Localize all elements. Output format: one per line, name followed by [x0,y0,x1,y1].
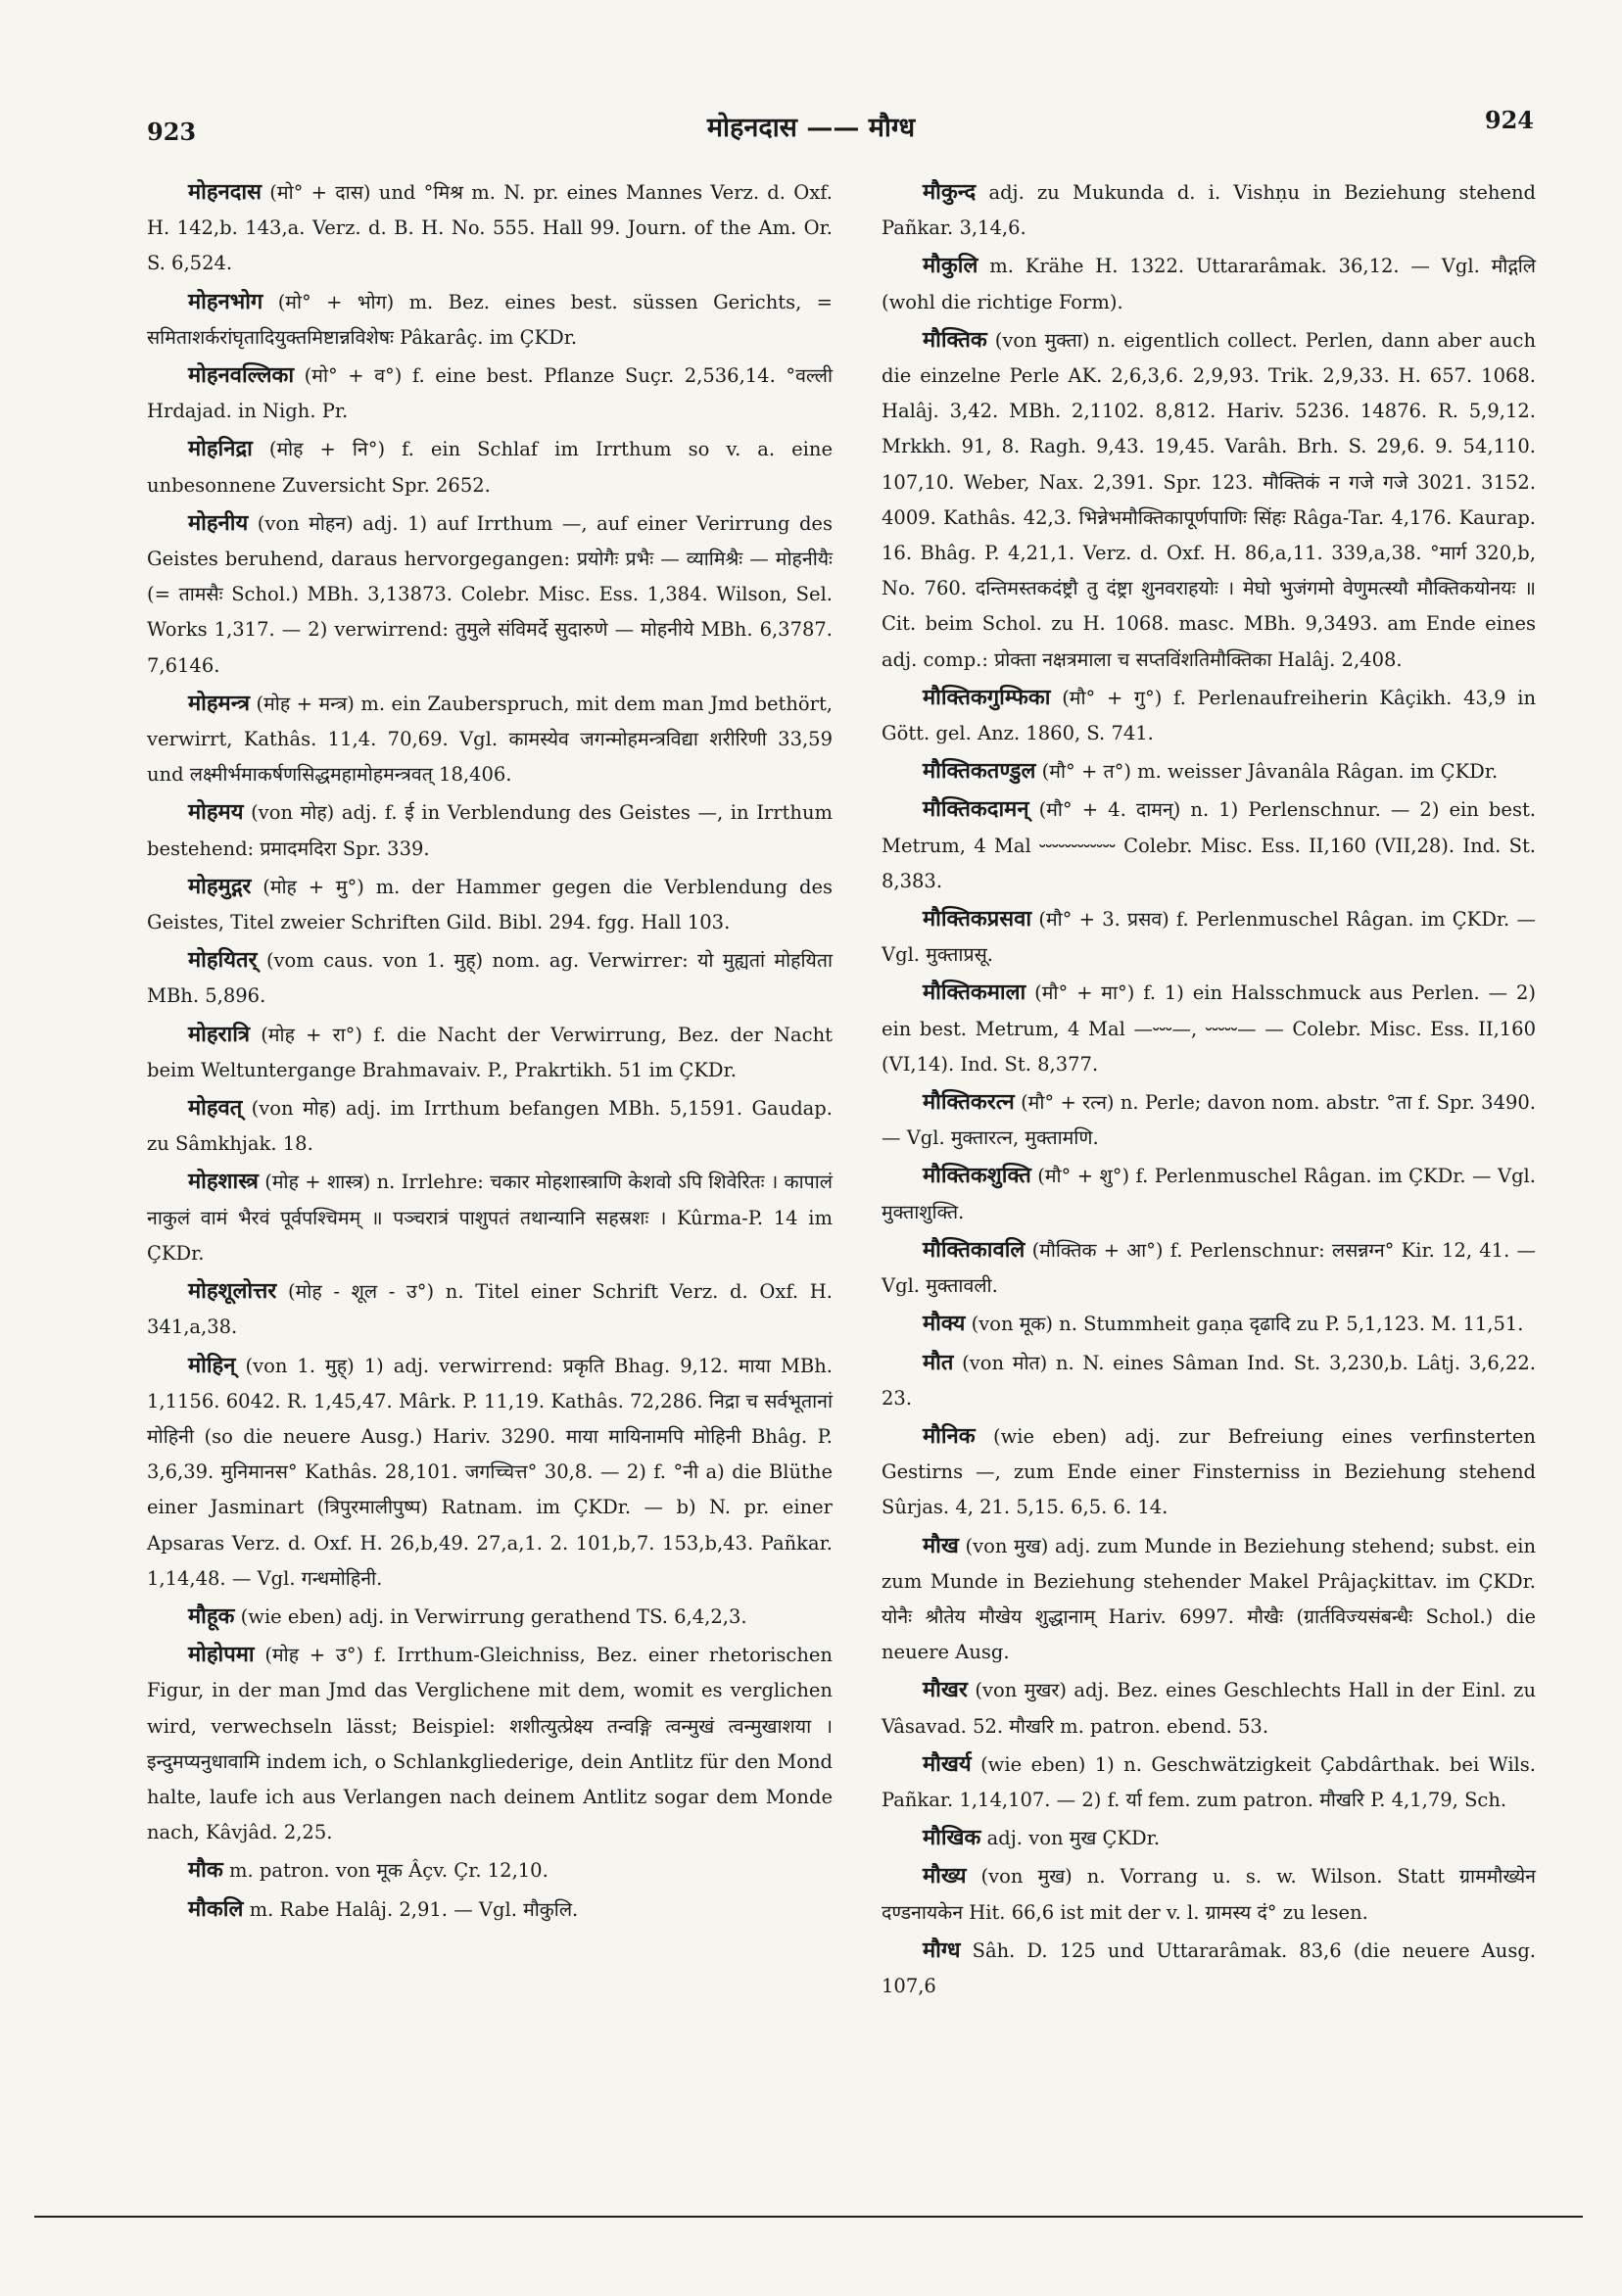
entry-body: (मौ° + मा°) f. 1) ein Halsschmuck aus Perlen. — 2) ein best. Metrum, 4 Mal —⏑⏑⏑—, ⏑⏑⏑⏑⏑— — Colebr. Misc. Ess. II,160 (VI,14). Ind. St. 8,377. [882,981,1537,1076]
entry-headword: मौकुलि [923,253,978,279]
entry-body: (मौ° + 4. दामन्) n. 1) Perlenschnur. — 2) ein best. Metrum, 4 Mal ⏑⏑⏑⏑⏑⏑⏑⏑⏑⏑⏑⏑ Colebr. Misc. Ess. II,160 (VII,28). Ind. St. 8,383. [882,798,1536,892]
entry-headword: मोहयितर् [188,947,258,974]
dictionary-entry [147,1164,833,1271]
entry-headword: मौक्य [923,1311,966,1337]
dictionary-entry [147,1852,833,1889]
entry-body: (wie eben) adj. in Verwirrung gerathend TS. 6,4,2,3. [240,1604,747,1628]
entry-headword: मोहमय [188,799,244,826]
right-page-number: 924 [1484,106,1534,134]
entry-headword: मौक्तिकदामन् [923,796,1029,823]
entry-headword: मोहरात्रि [188,1021,251,1047]
entry-body: (मो° + भोग) m. Bez. eines best. süssen Gerichts, = समिताशर्करांघृतादियुक्तमिष्टान्नविशेषः Pâkarâ̇ç. im ÇKDr. [147,290,834,349]
entry-body: adj. von मुख ÇKDr. [986,1827,1161,1850]
entry-headword: मोहमुद्गर [188,873,252,899]
entry-headword: मौनिक [923,1422,976,1449]
entry-headword: मौक्तिकगुम्फिका [923,684,1051,710]
dictionary-entry [882,901,1536,973]
dictionary-entry [882,1418,1536,1526]
dictionary-entry [147,794,833,866]
entry-body: (मो° + दास) und °मिश्र m. N. pr. eines Mannes Verz. d. Oxf. H. 142,b. 143,a. Verz. d. B. H. No. 555. Hall 99. Journ. of the Am. Or. S. 6,524. [147,181,833,275]
dictionary-entry [882,1528,1536,1671]
dictionary-entry [882,1306,1536,1342]
entry-headword: मौत [923,1349,954,1375]
entry-body: (von 1. मुह्) 1) adj. verwirrend: प्रकृति Bhag. 9,12. माया MBh. 1,1156. 6042. R. 1,45,47. Mârk. P. 11,19. Kathâs. 72,286. निद्रा च सर्वभूतानां मोहिनी (so die neuere Ausg.) Hariv. 3290. माया मायिनामपि मोहिनी Bhâg. P. 3,6,39. मुनिमानस° Kathâs. 28,101. जगच्चित्त° 30,8. — 2) f. °नी a) die Blüthe einer Jasminart (त्रिपुरमालीपुष्प) Ratnam. im ÇKDr. — b) N. pr. einer Apsaras Verz. d. Oxf. H. 26,b,49. 27,a,1. 2. 101,b,7. 153,b,43. Pañkar. 1,14,48. — Vgl. गन्धमोहिनी. [147,1354,834,1590]
dictionary-entry [147,505,833,684]
entry-headword: मौखिक [923,1825,981,1851]
entry-headword: मौखर [923,1677,968,1703]
dictionary-entry [147,1891,833,1928]
entry-body: (मोह + शास्त्र) n. Irrlehre: चकार मोहशास्त्राणि केशवो ऽपि शिवेरितः । कापालं नाकुलं वामं भैरवं पूर्वपश्चिमम् ॥ पञ्चरात्रं पाशुपतं तथान्यानि सहस्रशः । Kûrma-P. 14 im ÇKDr. [147,1171,833,1265]
entry-body: m. Krähe H. 1322. Uttararâmak. 36,12. — Vgl. मौद्गलि (wohl die richtige Form). [882,255,1537,313]
dictionary-entry [882,1746,1536,1818]
entry-headword: मोहनिद्रा [188,436,253,462]
entry-headword: मौक्तिकतण्डुल [923,758,1036,785]
entry-headword: मोहनभोग [188,288,263,314]
entry-body: (मौक्तिक + आ°) f. Perlenschnur: लसन्नग्न° Kir. 12, 41. — Vgl. मुक्तावली. [882,1238,1537,1298]
entry-body: (मौ° + गु°) f. Perlenaufreiherin Kâçikh. 43,9 in Gött. gel. Anz. 1860, S. 741. [882,686,1537,745]
dictionary-entry [882,1232,1536,1304]
dictionary-entry [147,284,833,356]
left-page-number: 923 [147,118,197,146]
dictionary-entry [882,1933,1536,2004]
entry-body: (मौ° + शु°) f. Perlenmuschel Râgan. im ÇKDr. — Vgl. मुक्ताशुक्ति. [882,1165,1536,1223]
entry-body: (von मोत) n. N. eines Sâman Ind. St. 3,230,b. Lâtj. 3,6,22. 23. [882,1351,1536,1410]
entry-headword: मोहिन् [188,1352,236,1378]
entry-headword: मौक्तिकशुक्ति [923,1163,1031,1189]
dictionary-entry [147,1017,833,1088]
entry-headword: मोहशूलोत्तर [188,1278,277,1305]
bottom-rule [34,2216,1583,2218]
entry-headword: मोहोपमा [188,1642,255,1668]
entry-body: (मोह - शूल - उ°) n. Titel einer Schrift Verz. d. Oxf. H. 341,a,38. [147,1280,834,1339]
dictionary-entry [882,1672,1536,1744]
entry-headword: मोहवत् [188,1095,243,1122]
entry-body: (von मुखर) adj. Bez. eines Geschlechts Hall in der Einl. zu Vâsavad. 52. मौखरि m. patron. ebend. 53. [882,1679,1536,1738]
dictionary-entry [147,174,833,282]
entry-headword: मोहनवल्लिका [188,362,295,389]
entry-body: (मोह + उ°) f. Irrthum-Gleichniss, Bez. einer rhetorischen Figur, in der man Jmd das Verglichene mit dem, womit es verglichen wird, verwechseln lässt; Beispiel: शशीत्युत्प्रेक्ष्य तन्वङ्गि त्वन्मुखं त्वन्मुखाशया । इन्दुमप्यनुधावामि indem ich, o Schlankgliederige, dein Antlitz für den Mond halte, laufe ich aus Verlangen nach deinem Antlitz sogar dem Monde nach, Kâvjâd. 2,25. [147,1644,833,1844]
entry-body: (wie eben) adj. zur Befreiung eines verfinsterten Gestirns —, zum Ende einer Finsterniss in Beziehung stehend Sûrjas. 4, 21. 5,15. 6,5. 6. 14. [882,1424,1536,1519]
header-left-word: मोहनदास [706,113,797,143]
left-column [147,174,833,1930]
dictionary-entry [147,1637,833,1850]
dictionary-entry [882,1084,1536,1156]
entry-body: (von मुक्ता) n. eigentlich collect. Perlen, dann aber auch die einzelne Perle AK. 2,6,3,6. 2,9,93. Trik. 2,9,33. H. 657. 1068. Halâj. 3,42. MBh. 2,1102. 8,812. Hariv. 5236. 14876. R. 5,9,12. Mrkkh. 91, 8. Ragh. 9,43. 19,45. Varâh. Brh. S. 29,6. 9. 54,110. 107,10. Weber, Nax. 2,391. Spr. 123. मौक्तिकं न गजे गजे 3021. 3152. 4009. Kathâs. 42,3. भिन्नेभमौक्तिकापूर्णपाणिः सिंहः Râga-Tar. 4,176. Kaurap. 16. Bhâg. P. 4,21,1. Verz. d. Oxf. H. 86,a,11. 339,a,38. °मार्ग 320,b, No. 760. दन्तिमस्तकदंष्ट्रौ तु दंष्ट्रा शुनवराहयोः । मेघो भुजंगमो वेणुमत्स्यौ मौक्तिकयोनयः ॥ Cit. beim Schol. zu H. 1068. masc. MBh. 9,3493. am Ende eines adj. comp.: प्रोक्ता नक्षत्रमाला च सप्तविंशतिमौक्तिका Halâj. 2,408. [882,328,1536,671]
dictionary-entry [147,942,833,1014]
dictionary-entry [882,1820,1536,1856]
entry-headword: मौकलि [188,1895,244,1922]
entry-body: (मौ° + त°) m. weisser Jâvanâla Râgan. im ÇKDr. [1041,760,1499,784]
entry-body: (von मोहन) adj. 1) auf Irrthum —, auf einer Verirrung des Geistes beruhend, daraus hervorgegangen: प्रयोगैः प्रभैः — व्यामिश्रैः — मोहनीयैः (= तामसैः Schol.) MBh. 3,13873. Colebr. Misc. Ess. 1,384. Wilson, Sel. Works 1,317. — 2) verwirrend: तुमुले संविमर्दे सुदारुणे — मोहनीये MBh. 6,3787. 7,6146. [147,511,833,677]
dictionary-entry [882,680,1536,751]
entry-headword: मौकुन्द [923,179,977,205]
entry-headword: मौक्तिकप्रसवा [923,906,1032,933]
dictionary-entry [147,1273,833,1345]
entry-body: (मो° + व°) f. eine best. Pflanze Suçr. 2,536,14. °वल्ली Hrdajad. in Nigh. Pr. [147,364,833,423]
entry-body: (मौ° + रत्न) n. Perle; davon nom. abstr. °ता f. Spr. 3490. — Vgl. मुक्तारत्न, मुक्तामणि. [882,1091,1536,1150]
entry-headword: मौक्तिकरत्न [923,1089,1015,1116]
dictionary-entry [882,174,1536,246]
dictionary-entry [882,248,1536,319]
entry-headword: मौखर्य [923,1750,972,1777]
entry-body: (मोह + रा°) f. die Nacht der Verwirrung, Bez. der Nacht beim Weltuntergange Brahmavaiv. P., Prakrtikh. 51 im ÇKDr. [147,1023,833,1081]
entry-body: Sâh. D. 125 und Uttararâmak. 83,6 (die neuere Ausg. 107,6 [882,1938,1537,1997]
dictionary-entry [882,1158,1536,1229]
dictionary-entry [882,1858,1536,1930]
dictionary-entry [882,322,1536,678]
dictionary-entry [147,1599,833,1635]
entry-headword: मौक्तिक [923,326,987,353]
dictionary-entry [147,1348,833,1597]
entry-body: (von मुख) n. Vorrang u. s. w. Wilson. Statt ग्राममौख्येन दण्डनायकेन Hit. 66,6 ist mit der v. l. ग्रामस्य दं° zu lesen. [882,1865,1536,1924]
entry-headword: मौक्तिकमाला [923,980,1026,1006]
page-header [0,108,1622,144]
dictionary-entry [147,1090,833,1162]
entry-body: (wie eben) 1) n. Geschwätzigkeit Çabdârthak. bei Wils. Pañkar. 1,14,107. — 2) f. र्या fem. zum patron. मौखरि P. 4,1,79, Sch. [882,1752,1536,1811]
entry-body: (vom caus. von 1. मुह्) nom. ag. Verwirrer: यो मुह्यतां मोहयिता MBh. 5,896. [147,949,833,1008]
entry-body: m. Rabe Halâj. 2,91. — Vgl. मौकुलि. [249,1897,579,1921]
dictionary-entry [882,1345,1536,1416]
dictionary-entry [882,753,1536,789]
entry-headword: मौहूक [188,1602,235,1629]
entry-body: m. patron. von मूक Âçv. Çr. 12,10. [228,1859,549,1883]
entry-headword: मोहशास्त्र [188,1169,259,1195]
entry-body: (von मूक) n. Stummheit gaṇa दृढादि zu P. 5,1,123. M. 11,51. [971,1313,1524,1336]
entry-body: (मोह + मन्त्र) m. ein Zauberspruch, mit dem man Jmd bethört, verwirrt, Kathâs. 11,4. 70,69. Vgl. कामस्येव जगन्मोहमन्त्रविद्या शरीरिणी 33,59 und लक्ष्मीर्भमाकर्षणसिद्धमहामोहमन्त्रवत् 18,406. [147,692,834,787]
header-right-word: मौग्ध [868,113,916,143]
entry-headword: मौग्ध [923,1937,961,1963]
dictionary-entry [147,869,833,940]
entry-headword: मौख्य [923,1863,967,1889]
entry-body: (मोह + नि°) f. ein Schlaf im Irrthum so v. a. eine unbesonnene Zuversicht Spr. 2652. [147,438,833,497]
entry-body: adj. zu Mukunda d. i. Vishṇu in Beziehung stehend Pañkar. 3,14,6. [882,181,1537,240]
right-column [882,174,1536,2006]
entry-body: (von मोह) adj. im Irrthum befangen MBh. 5,1591. Gaudap. zu Sâmkhjak. 18. [147,1097,833,1156]
dictionary-entry [882,791,1536,899]
entry-headword: मौख [923,1532,959,1558]
entry-body: (मोह + मु°) m. der Hammer gegen die Verblendung des Geistes, Titel zweier Schriften Gild. Bibl. 294. fgg. Hall 103. [147,875,833,934]
dictionary-entry [882,975,1536,1082]
dictionary-entry [147,431,833,502]
entry-headword: मोहनीय [188,509,249,536]
entry-headword: मोहमन्त्र [188,690,250,716]
header-dash: —— [806,113,860,143]
entry-headword: मोहनदास [188,179,262,205]
dictionary-entry [147,358,833,429]
entry-headword: मौक [188,1857,223,1884]
entry-body: (von मुख) adj. zum Munde in Beziehung stehend; subst. ein zum Munde in Beziehung stehender Makel Prâjaçkittav. im ÇKDr. योनैः श्रौतेय मौखेय शुद्धानाम् Hariv. 6997. मौखैः (ग्रार्तविज्यसंबन्धैः Schol.) die neuere Ausg. [882,1534,1536,1664]
entry-headword: मौक्तिकावलि [923,1236,1026,1263]
entry-body: (von मोह) adj. f. ई in Verblendung des Geistes —, in Irrthum bestehend: प्रमादमदिरा Spr. 339. [147,801,833,860]
entry-body: (मौ° + 3. प्रसव) f. Perlenmuschel Râgan. im ÇKDr. — Vgl. मुक्ताप्रसू. [882,908,1536,967]
dictionary-entry [147,686,833,793]
